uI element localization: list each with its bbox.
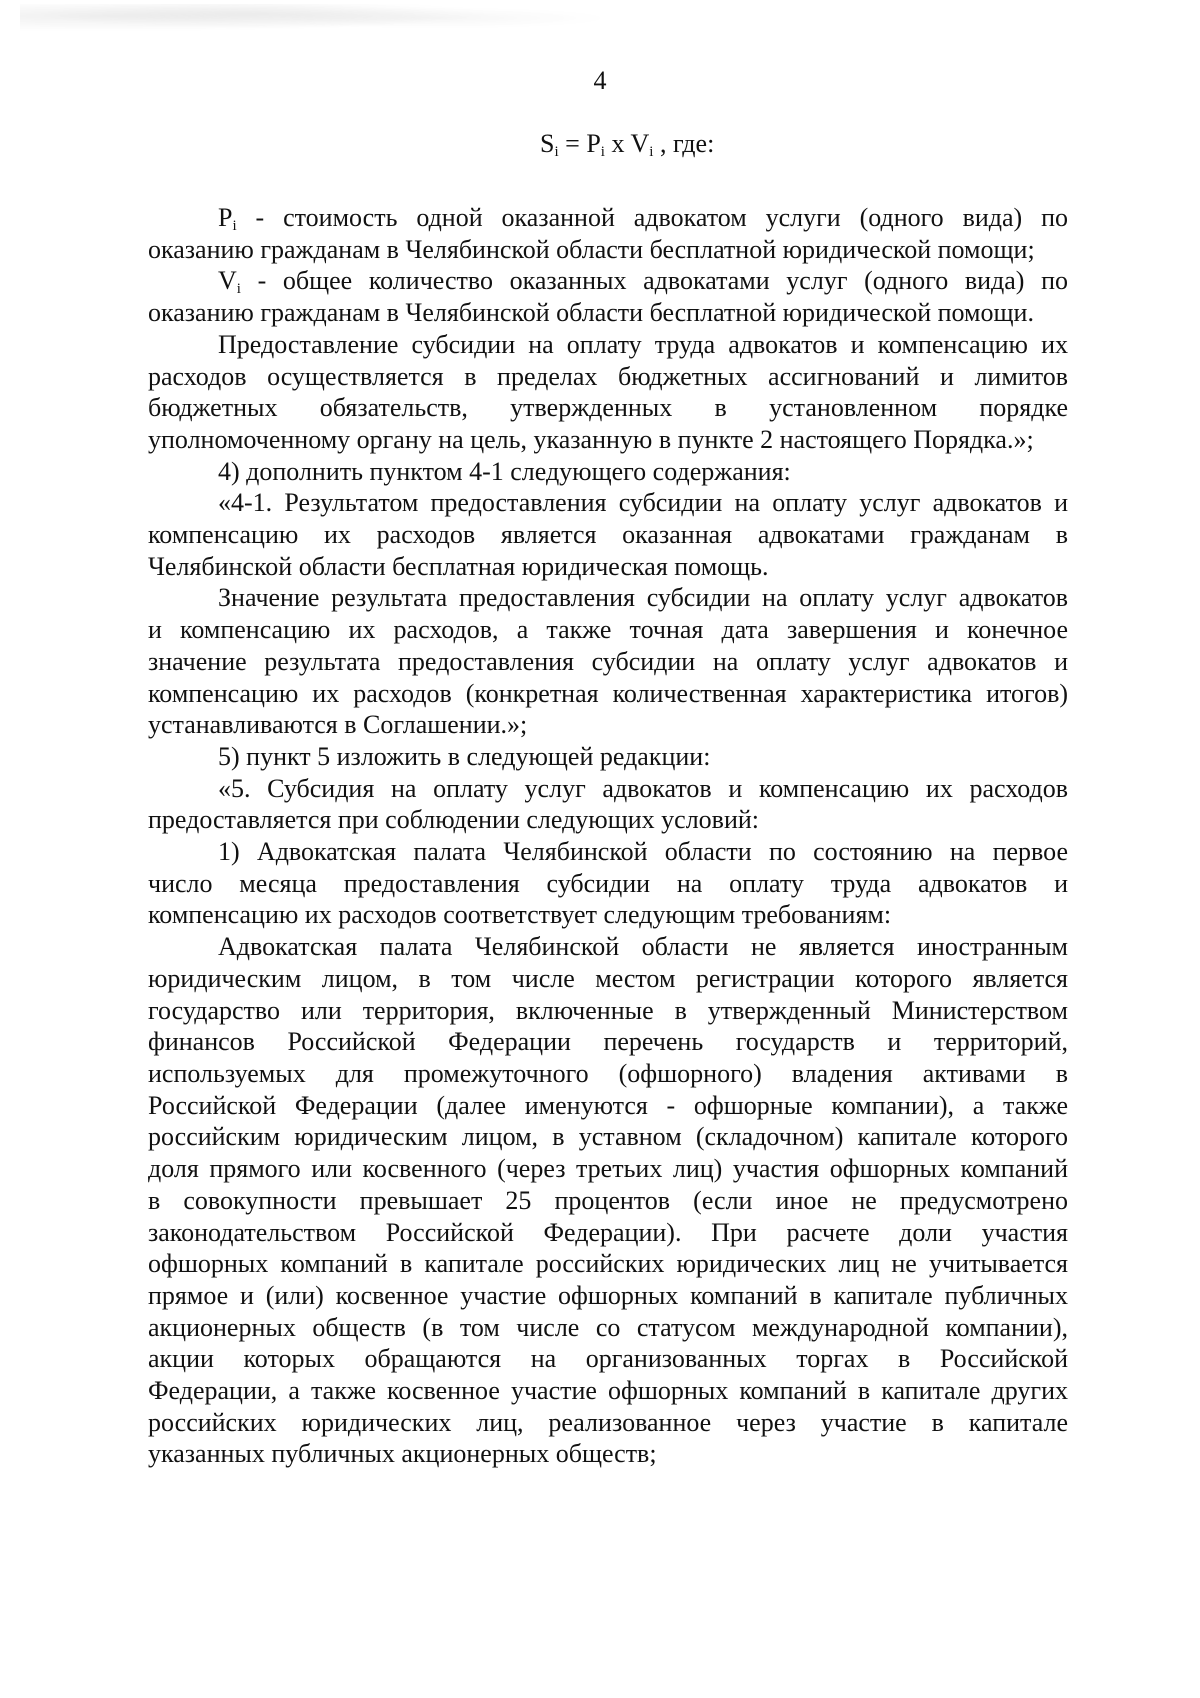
line-text: предоставляется при соблюдении следующих условий: <box>148 805 760 835</box>
text-line <box>148 1343 1068 1375</box>
line-text: «4-1. Результатом предоставления субсидии на оплату услуг адвокатов и <box>218 488 1068 518</box>
variable-symbol: P <box>218 203 233 232</box>
line-text: Российской Федерации (далее именуются - офшорные компании), а также <box>148 1090 1068 1120</box>
formula-s: S <box>540 129 555 158</box>
text-line <box>148 709 1068 741</box>
text-line <box>148 456 1068 488</box>
text-line <box>148 265 1068 297</box>
text-line <box>148 1248 1068 1280</box>
formula-v: V <box>630 129 650 158</box>
line-text: - стоимость одной оказанной адвокатом услуги (одного вида) по <box>236 203 1068 232</box>
text-line <box>148 361 1068 393</box>
text-line <box>148 995 1068 1027</box>
text-line <box>148 297 1068 329</box>
line-text: офшорных компаний в капитале российских юридических лиц не учитывается <box>148 1249 1068 1279</box>
formula <box>540 128 714 160</box>
line-text: и компенсацию их расходов, а также точная дата завершения и конечное <box>148 615 1068 645</box>
text-line <box>148 1375 1068 1407</box>
line-text: компенсацию их расходов соответствует следующим требованиям: <box>148 900 892 930</box>
text-line <box>148 1185 1068 1217</box>
text-line <box>148 931 1068 963</box>
line-text: акции которых обращаются на организованных торгах в Российской <box>148 1344 1068 1374</box>
text-line <box>148 392 1068 424</box>
document-body <box>148 202 1068 1470</box>
line-text: доля прямого или косвенного (через третьих лиц) участия офшорных компаний <box>148 1154 1068 1184</box>
line-text: в совокупности превышает 25 процентов (если иное не предусмотрено <box>148 1185 1068 1215</box>
line-text: число месяца предоставления субсидии на оплату труда адвокатов и <box>148 868 1068 898</box>
text-line <box>148 1026 1068 1058</box>
line-text: юридическим лицом, в том числе местом регистрации которого является <box>148 963 1068 993</box>
line-text: Адвокатская палата Челябинской области не является иностранным <box>218 932 1068 962</box>
line-text: указанных публичных акционерных обществ; <box>148 1439 657 1469</box>
formula-times: x <box>604 129 631 158</box>
text-line <box>148 1090 1068 1122</box>
line-text: «5. Субсидия на оплату услуг адвокатов и компенсацию их расходов <box>218 773 1068 803</box>
text-line <box>148 1407 1068 1439</box>
line-text: расходов осуществляется в пределах бюджетных ассигнований и лимитов <box>148 361 1068 391</box>
formula-eq: = <box>558 129 587 158</box>
text-line <box>148 868 1068 900</box>
variable-subscript: i <box>232 218 237 234</box>
line-text: уполномоченному органу на цель, указанную в пункте 2 настоящего Порядка.»; <box>148 424 1034 454</box>
line-text: прямое и (или) косвенное участие офшорных компаний в капитале публичных <box>148 1280 1068 1310</box>
variable-symbol: V <box>218 266 237 296</box>
line-text: компенсацию их расходов (конкретная количественная характеристика итогов) <box>148 678 1068 708</box>
scan-artifact <box>20 4 720 44</box>
line-text: финансов Российской Федерации перечень государств и территорий, <box>148 1027 1068 1057</box>
text-line <box>148 1058 1068 1090</box>
text-line <box>148 646 1068 678</box>
line-text: оказанию гражданам в Челябинской области бесплатной юридической помощи; <box>148 234 1035 264</box>
text-line <box>148 424 1068 456</box>
line-text: Федерации, а также косвенное участие офшорных компаний в капитале других <box>148 1376 1068 1406</box>
formula-p-sub: i <box>600 144 605 160</box>
text-line <box>148 1438 1068 1470</box>
line-text: государство или территория, включенные в утвержденный Министерством <box>148 995 1068 1025</box>
text-line <box>148 836 1068 868</box>
formula-p: P <box>586 129 601 158</box>
line-text: 1) Адвокатская палата Челябинской области по состоянию на первое <box>218 837 1068 867</box>
line-text: оказанию гражданам в Челябинской области бесплатной юридической помощи. <box>148 298 1034 328</box>
line-text: акционерных обществ (в том числе со статусом международной компании), <box>148 1312 1068 1342</box>
text-line <box>148 899 1068 931</box>
text-line <box>148 202 1068 234</box>
line-text: значение результата предоставления субсидии на оплату услуг адвокатов и <box>148 646 1068 676</box>
text-line <box>148 519 1068 551</box>
text-line <box>148 1121 1068 1153</box>
formula-v-sub: i <box>649 144 654 160</box>
text-line <box>148 773 1068 805</box>
text-line <box>148 678 1068 710</box>
line-text: компенсацию их расходов является оказанная адвокатами гражданам в <box>148 520 1068 550</box>
line-text: используемых для промежуточного (офшорного) владения активами в <box>148 1058 1068 1088</box>
text-line <box>148 487 1068 519</box>
text-line <box>148 1153 1068 1185</box>
text-line <box>148 1280 1068 1312</box>
variable-subscript: i <box>236 281 241 298</box>
text-line <box>148 963 1068 995</box>
line-text: бюджетных обязательств, утвержденных в установленном порядке <box>148 393 1068 423</box>
line-text: - общее количество оказанных адвокатами услуг (одного вида) по <box>240 266 1068 296</box>
line-text: Челябинской области бесплатная юридическая помощь. <box>148 551 769 581</box>
line-text: Значение результата предоставления субсидии на оплату услуг адвокатов <box>218 583 1068 613</box>
text-line <box>148 329 1068 361</box>
text-line <box>148 551 1068 583</box>
line-text: устанавливаются в Соглашении.»; <box>148 710 528 740</box>
page-number: 4 <box>593 66 607 95</box>
formula-s-sub: i <box>554 144 559 160</box>
line-text: российским юридическим лицом, в уставном (складочном) капитале которого <box>148 1122 1068 1152</box>
line-text: 5) пункт 5 изложить в следующей редакции: <box>218 741 711 771</box>
line-text: законодательством Российской Федерации). При расчете доли участия <box>148 1217 1068 1247</box>
text-line <box>148 1217 1068 1249</box>
text-line <box>148 614 1068 646</box>
text-line <box>148 582 1068 614</box>
text-line <box>148 804 1068 836</box>
text-line <box>148 1312 1068 1344</box>
line-text: 4) дополнить пунктом 4-1 следующего содержания: <box>218 456 791 486</box>
line-text: Предоставление субсидии на оплату труда адвокатов и компенсацию их <box>218 329 1068 359</box>
text-line <box>148 234 1068 266</box>
text-line <box>148 741 1068 773</box>
line-text: российских юридических лиц, реализованное через участие в капитале <box>148 1407 1068 1437</box>
formula-tail: , где: <box>653 129 715 158</box>
